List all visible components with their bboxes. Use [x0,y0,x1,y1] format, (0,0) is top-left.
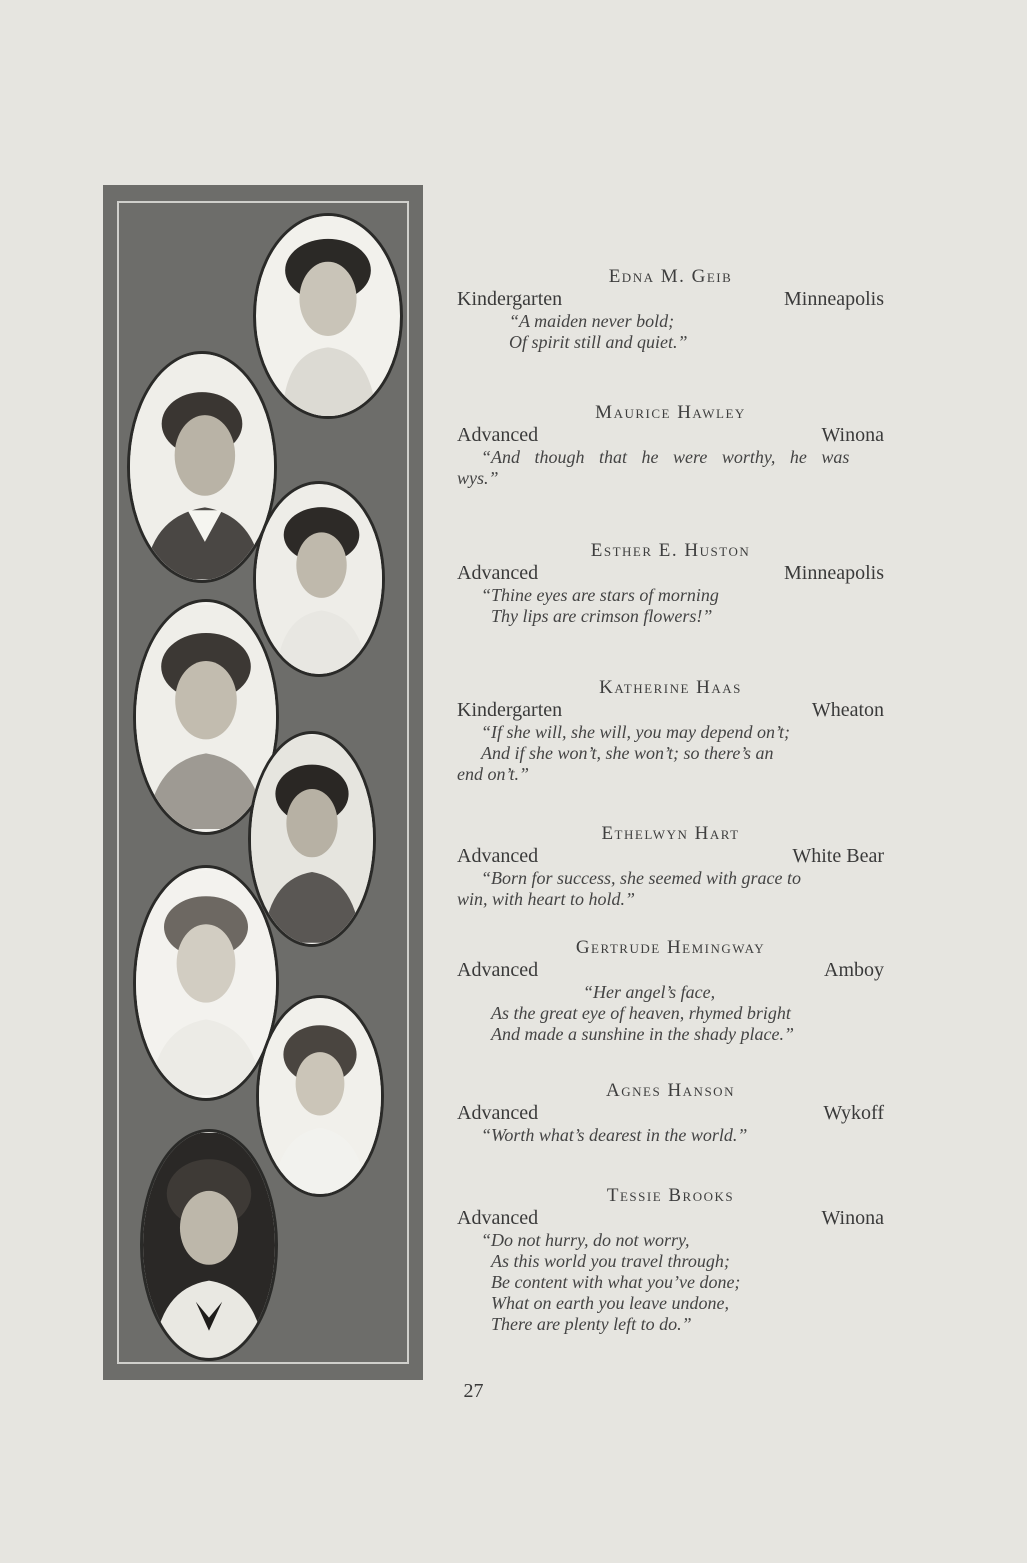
entry-quote: “Her angel’s face, As the great eye of heaven, rhymed bright And made a sunshine in the shady place.” [491,982,794,1044]
entry-quote: “Thine eyes are stars of morning Thy lips are crimson flowers!” [481,585,719,626]
portrait-panel [103,185,423,1380]
portrait-maurice-hawley [127,351,277,583]
entry-course: Kindergarten [457,699,563,721]
page-number: 27 [463,1380,484,1402]
entry-name: Maurice Hawley [595,402,746,423]
entry-gertrude-hemingway [457,937,884,1045]
entry-town: Winona [821,424,884,446]
entry-course: Advanced [457,562,539,584]
entry-quote: “Do not hurry, do not worry, As this world you travel through; Be content with what you’ve done; What on earth you leave undone, There are plenty left to do.” [481,1230,741,1334]
entry-course: Advanced [457,959,539,981]
portrait-edna-geib [253,213,403,419]
entry-course: Advanced [457,1102,539,1124]
entry-quote: “A maiden never bold; Of spirit still and quiet.” [509,311,688,352]
entry-ethelwyn-hart [457,823,884,910]
entry-quote: “Worth what’s dearest in the world.” [481,1125,748,1145]
entry-town: Minneapolis [784,562,884,584]
entry-agnes-hanson [457,1080,884,1146]
entry-quote: “Born for success, she seemed with grace to win, with heart to hold.” [457,868,801,909]
entry-maurice-hawley [457,402,884,489]
entry-katherine-haas [457,677,884,785]
entry-tessie-brooks [457,1185,884,1335]
portrait-ethelwyn-hart [248,731,376,947]
entry-town: Minneapolis [784,288,884,310]
entry-course: Advanced [457,1207,539,1229]
entry-town: Wheaton [811,699,884,721]
entry-name: Edna M. Geib [608,266,733,287]
entry-town: White Bear [792,845,884,867]
entry-town: Wykoff [823,1102,884,1124]
entry-quote: “And though that he were worthy, he was wys.” [457,447,850,488]
entry-name: Gertrude Hemingway [575,937,766,958]
entry-course: Kindergarten [457,288,563,310]
portrait-gertrude-hemingway [133,865,279,1101]
portrait-tessie-brooks [140,1129,278,1361]
portrait-agnes-hanson [256,995,384,1197]
entry-name: Ethelwyn Hart [601,823,740,844]
entry-name: Katherine Haas [599,677,742,698]
entry-quote: “If she will, she will, you may depend on’t; And if she won’t, she won’t; so there’s an end on’t.” [457,722,790,784]
entry-name: Esther E. Huston [590,540,751,561]
portrait-esther-huston [253,481,385,677]
entry-course: Advanced [457,424,539,446]
entry-name: Tessie Brooks [606,1185,735,1206]
entry-town: Amboy [824,959,884,981]
entry-name: Agnes Hanson [606,1080,735,1101]
entry-town: Winona [821,1207,884,1229]
entry-course: Advanced [457,845,539,867]
entry-edna-geib [457,266,884,353]
entry-esther-huston [457,540,884,627]
